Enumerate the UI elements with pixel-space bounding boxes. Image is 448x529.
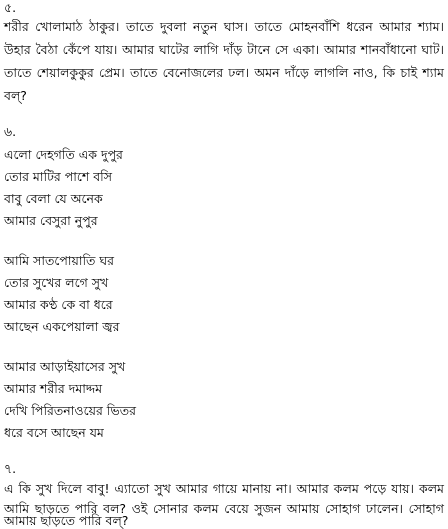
section-7-line-3: আমায় ছাড়তে পারি বল্? (4, 513, 129, 528)
section-6-stanza-2-line-4: আছেন একপেয়ালা জ্বর (4, 319, 120, 334)
section-6-stanza-2-line-2: তোর সুখের লগে সুখ (4, 275, 109, 290)
section-6-stanza-1-line-4: আমার বেসুরা নুপুর (4, 213, 98, 228)
section-6-stanza-3-line-4: ধরে বসে আছেন যম (4, 425, 104, 440)
section-6-stanza-3-line-1: আমার আড়াইয়াসের সুখ (4, 359, 126, 374)
section-6-stanza-3-line-2: আমার শরীর দমাদ্দম (4, 381, 103, 396)
section-6-stanza-1-line-3: বাবু বেলা যে অনেক (4, 191, 103, 206)
section-7-number: ৭. (4, 461, 17, 476)
section-6-stanza-1-line-2: তোর মাটির পাশে বসি (4, 169, 113, 184)
poem-page (4, 0, 444, 529)
section-5-number: ৫. (4, 0, 17, 15)
section-6-stanza-2-line-3: আমার কণ্ঠ কে বা ধরে (4, 297, 113, 312)
section-5-line-4: বল্? (4, 88, 27, 103)
section-6-stanza-2-line-1: আমি সাতপোয়াতি ঘর (4, 253, 114, 268)
section-7-line-1: এ কি সুখ দিলে বাবু! এ্যাতো সুখ আমার গায়ে মানায় না। আমার কলম পড়ে যায়। কলম (4, 481, 444, 496)
section-7-line-2: আমি ছাড়তে পারি বল? ওই সোনার কলম বেয়ে সুজন আমায় সোহাগ ঢালেন। সোহাগ (4, 501, 444, 516)
section-5-line-2: উহার বৈঠা কেঁপে যায়। আমার ঘাটের লাগি দাঁড় টানে সে একা। আমার শানবাঁধানো ঘাট। (4, 42, 444, 57)
section-5-line-3: তাতে শেয়ালকুকুর প্রেম। তাতে বেনোজলের ঢল। অমন দাঁড়ে লাগলি নাও, কি চাই শ্যাম (4, 65, 444, 80)
section-6-stanza-3-line-3: দেখি পিরিতনাওয়ের ভিতর (4, 403, 136, 418)
section-5-line-1: শরীর খোলামাঠ ঠাকুর। তাতে দুবলা নতুন ঘাস। তাতে মোহনবাঁশি ধরেন আমার শ্যাম। (4, 19, 444, 34)
section-6-stanza-1-line-1: এলো দেহগতি এক দুপুর (4, 147, 123, 162)
section-6-number: ৬. (4, 124, 17, 139)
